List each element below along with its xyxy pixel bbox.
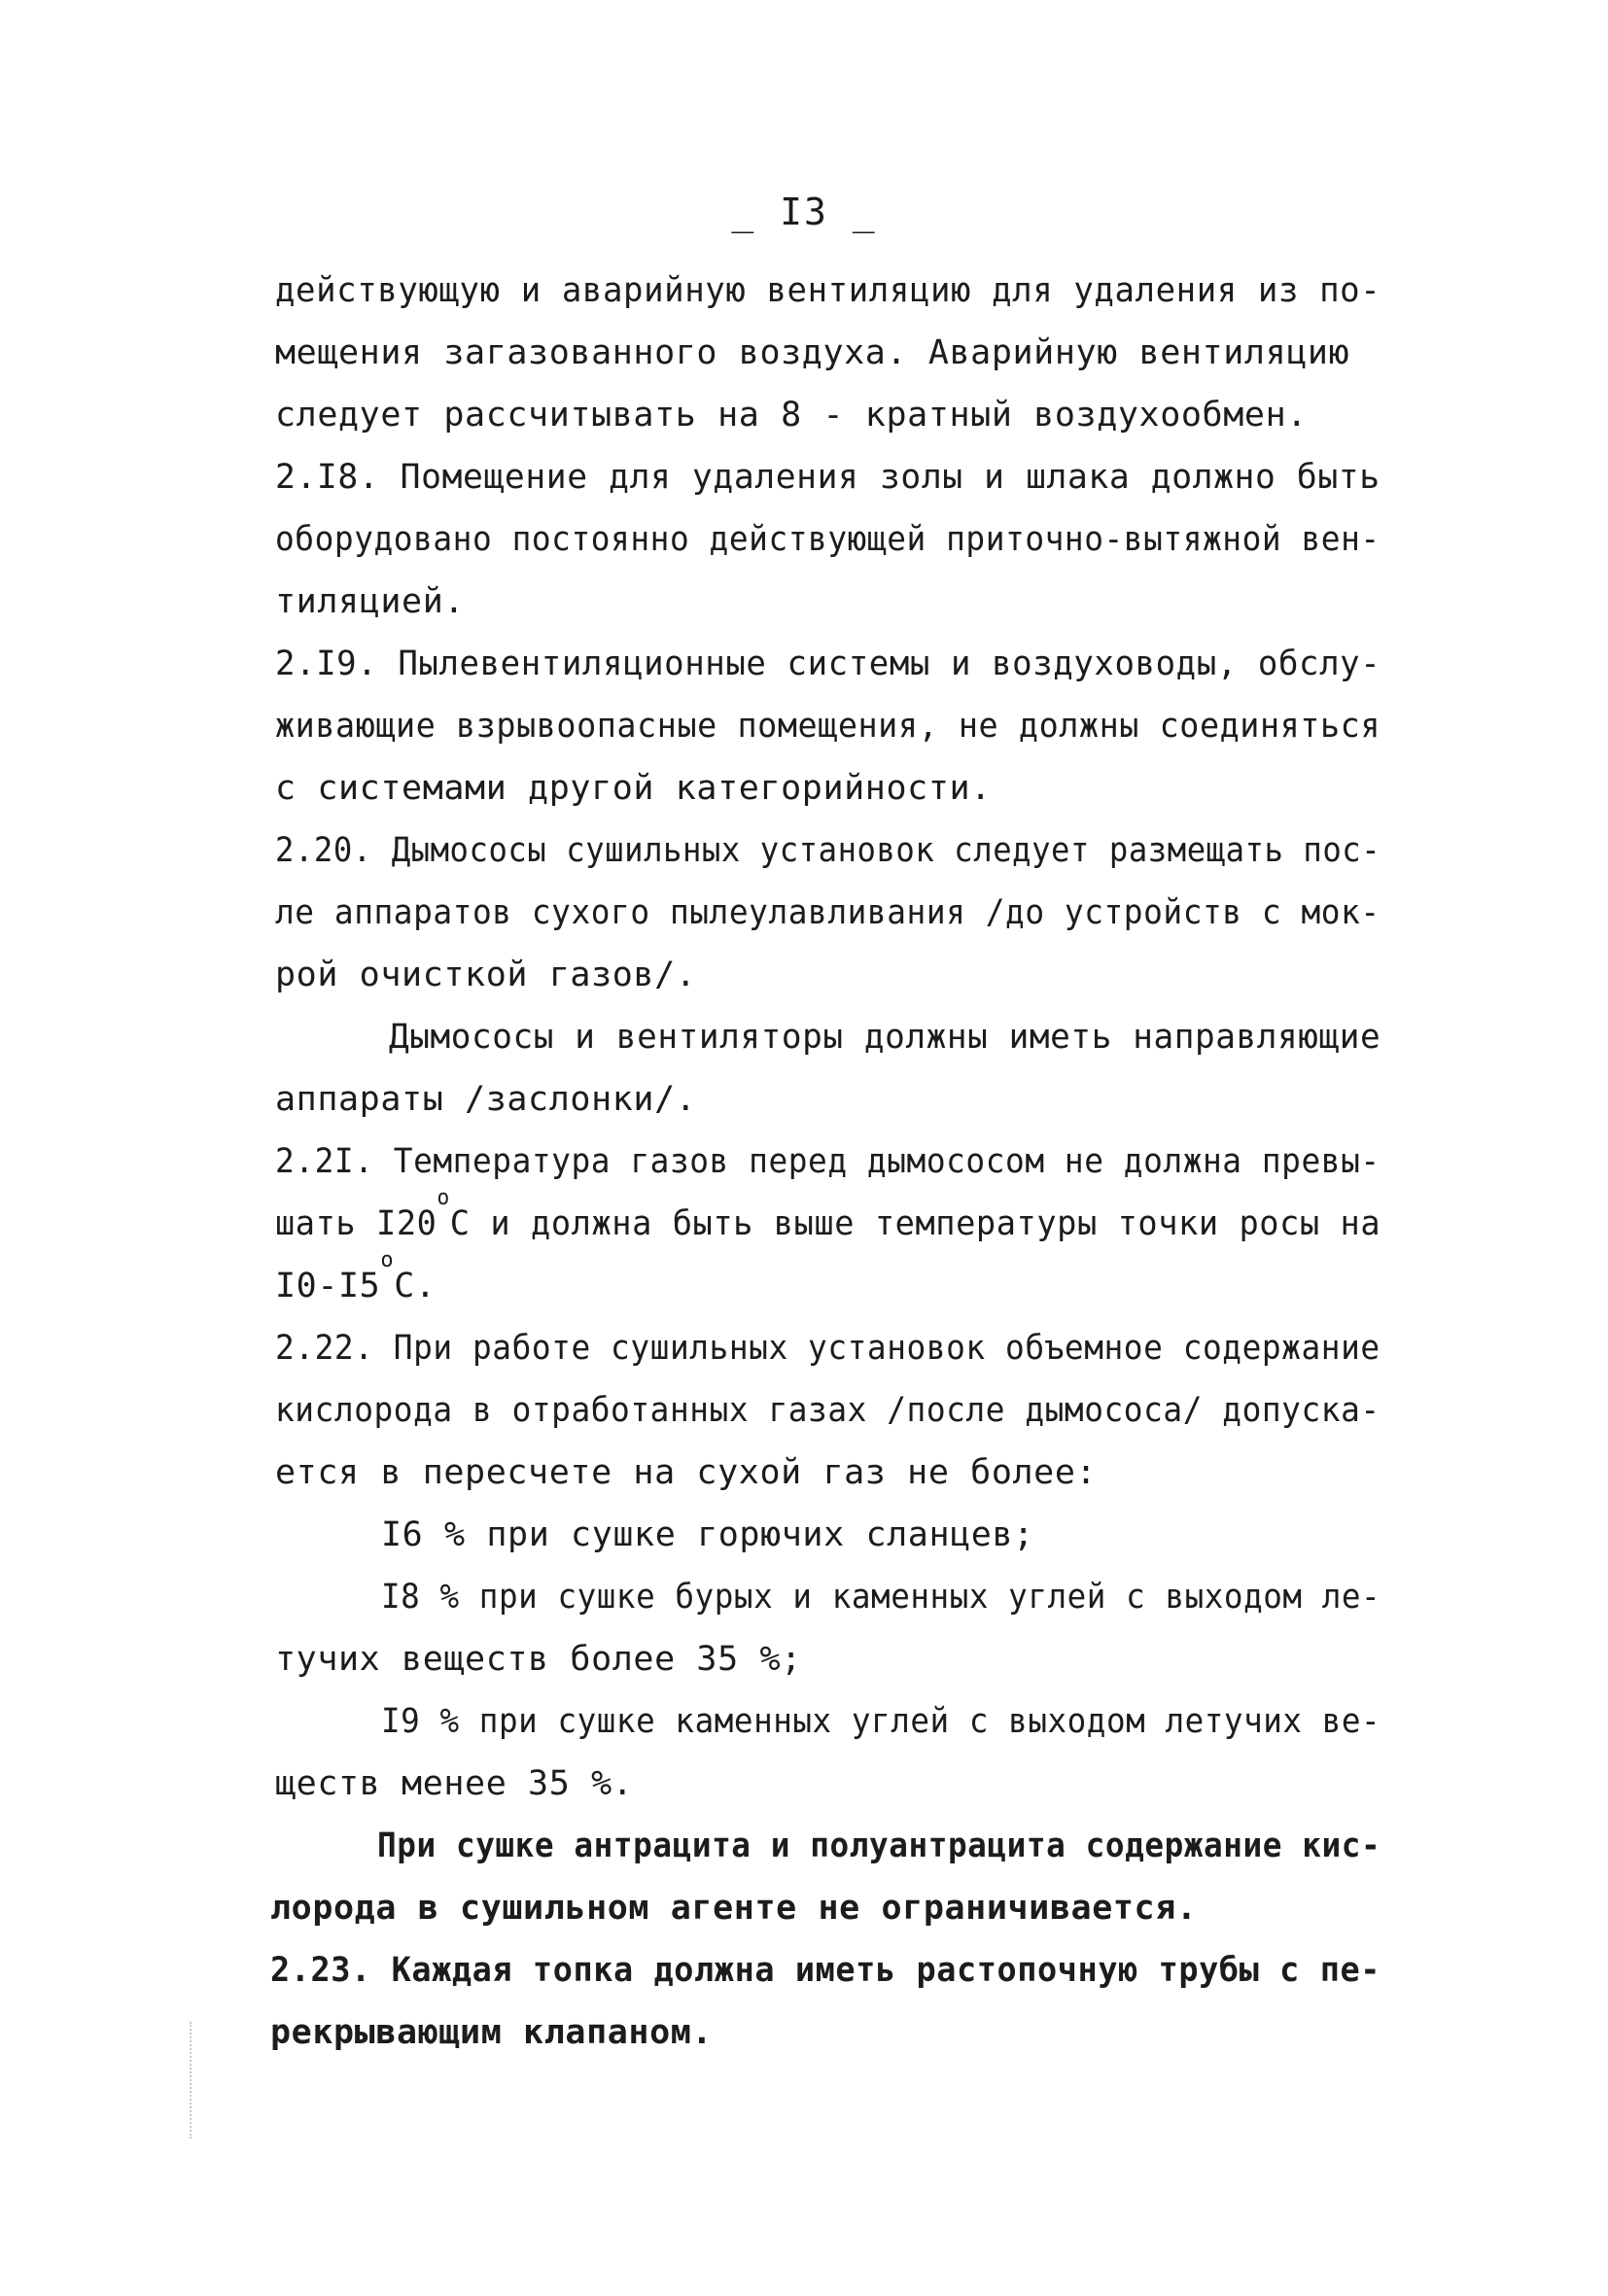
text-line: ется в пересчете на сухой газ не более: <box>275 1453 1098 1492</box>
text-line: тучих веществ более 35 %; <box>275 1640 802 1679</box>
text-line <box>275 1186 1381 1245</box>
text-line: 2.I8. Помещение для удаления золы и шлака должно быть <box>275 458 1381 497</box>
text-line: живающие взрывоопасные помещения, не должны соединяться <box>275 707 1381 746</box>
text-line: ле аппаратов сухого пылеулавливания /до устройств с мок- <box>275 893 1381 932</box>
text-line: 2.I9. Пылевентиляционные системы и воздуховоды, обслу- <box>275 644 1381 683</box>
text-line: При сушке антрацита и полуантрацита содержание кис- <box>377 1826 1381 1865</box>
text-line: тиляцией. <box>275 582 466 621</box>
degree-sign: o <box>437 1186 450 1210</box>
text-line: аппараты /заслонки/. <box>275 1080 697 1119</box>
text-segment: I0-I5 <box>275 1267 381 1305</box>
text-line: ществ менее 35 %. <box>275 1764 634 1803</box>
text-line: с системами другой категорийности. <box>275 769 992 808</box>
text-line: 2.22. При работе сушильных установок объемное содержание <box>275 1329 1381 1368</box>
text-segment: шать I20 <box>275 1204 437 1243</box>
text-line: следует рассчитывать на 8 - кратный воздухообмен. <box>275 396 1308 435</box>
text-line: действующую и аварийную вентиляцию для удаления из по- <box>275 271 1381 310</box>
text-segment: C и должна быть выше температуры точки росы на <box>449 1204 1381 1243</box>
text-line: I9 % при сушке каменных углей с выходом летучих ве- <box>381 1702 1381 1741</box>
text-line: лорода в сушильном агенте не ограничивается. <box>270 1889 1198 1928</box>
text-line: кислорода в отработанных газах /после дымососа/ допуска- <box>275 1391 1381 1430</box>
text-segment: C. <box>394 1267 437 1305</box>
text-line: 2.2I. Температура газов перед дымососом не должна превы- <box>275 1142 1381 1181</box>
text-line: оборудовано постоянно действующей приточно-вытяжной вен- <box>275 520 1381 559</box>
text-line: рой очисткой газов/. <box>275 956 697 994</box>
text-line: 2.23. Каждая топка должна иметь растопочную трубы с пе- <box>270 1951 1381 1990</box>
degree-sign: o <box>380 1248 395 1272</box>
text-line: Дымососы и вентиляторы должны иметь направляющие <box>389 1018 1381 1057</box>
text-line: рекрывающим клапаном. <box>270 2013 714 2052</box>
text-line: I8 % при сушке бурых и каменных углей с выходом ле- <box>381 1578 1381 1617</box>
text-line <box>275 1248 437 1307</box>
text-line: 2.20. Дымососы сушильных установок следует размещать пос- <box>275 831 1381 870</box>
text-line: мещения загазованного воздуха. Аварийную вентиляцию <box>275 333 1350 372</box>
page-number: _ I3 _ <box>731 191 877 233</box>
scan-speck <box>190 2022 193 2139</box>
text-line: I6 % при сушке горючих сланцев; <box>381 1515 1034 1554</box>
